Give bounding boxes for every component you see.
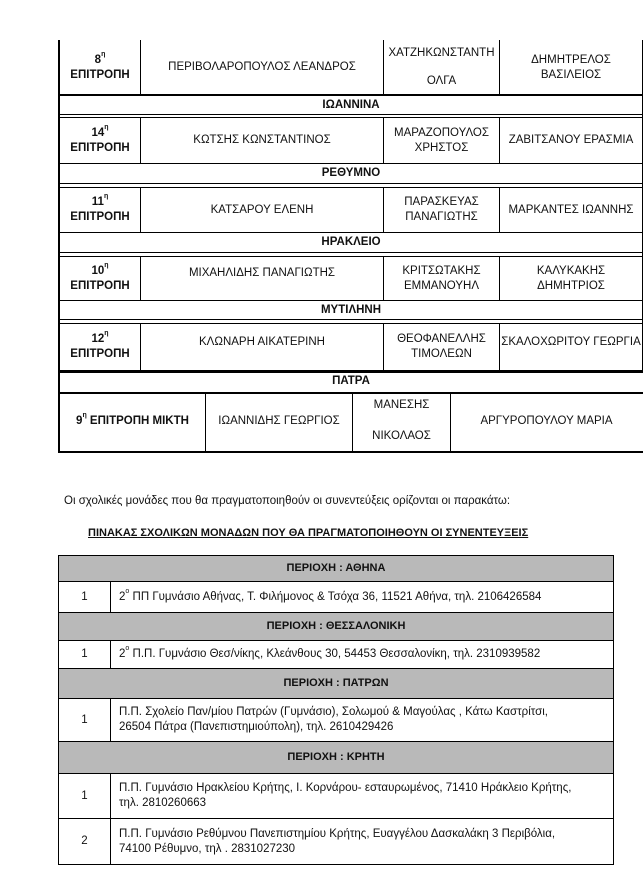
schools-table-title: ΠΙΝΑΚΑΣ ΣΧΟΛΙΚΩΝ ΜΟΝΑΔΩΝ ΠΟΥ ΘΑ ΠΡΑΓΜΑΤΟΠΟΙΗΘΟΥΝ ΟΙ ΣΥΝΕΝΤΕΥΞΕΙΣ <box>88 527 529 539</box>
school-number: 2 <box>81 835 88 847</box>
city-heading: ΡΕΘΥΜΝΟ <box>321 167 381 179</box>
committee-number: $11^\eta$ ΕΠΙΤΡΟΠΗ <box>70 193 130 223</box>
committee-member: ΠΑΡΑΣΚΕΥΑΣ ΠΑΝΑΓΙΩΤΗΣ <box>404 196 479 223</box>
region-heading: ΠΕΡΙΟΧΗ : ΠΑΤΡΩΝ <box>59 669 613 698</box>
school-number: 1 <box>81 789 88 802</box>
committee-number: $12^\eta$ ΕΠΙΤΡΟΠΗ <box>70 330 130 360</box>
school-address: $2^o$ Π.Π. Γυμνάσιο Θεσ/νίκης, Κλεάνθους 30, 54453 Θεσσαλονίκη, τηλ. 2310939582 <box>119 645 541 660</box>
committee-number: $8^\eta$ ΕΠΙΤΡΟΠΗ <box>70 50 130 81</box>
city-heading: ΜΥΤΙΛΗΝΗ <box>320 303 382 316</box>
school-number: 1 <box>81 648 88 660</box>
school-number: 1 <box>81 713 88 726</box>
school-address: $2^o$ ΠΠ Γυμνάσιο Αθήνας, Τ. Φιλήμονος & Τσόχα 36, 11521 Αθήνα, τηλ. 2106426584 <box>119 587 542 603</box>
committee-member: ΣΚΑΛΟΧΩΡΙΤΟΥ ΓΕΩΡΓΙΑ <box>501 335 641 348</box>
region-heading: ΠΕΡΙΟΧΗ : ΘΕΣΣΑΛΟΝΙΚΗ <box>59 613 613 640</box>
committee-president: ΠΕΡΙΒΟΛΑΡΟΠΟΥΛΟΣ ΛΕΑΝΔΡΟΣ <box>168 61 356 73</box>
committee-member: ΑΡΓΥΡΟΠΟΥΛΟΥ ΜΑΡΙΑ <box>480 414 613 427</box>
school-address: Π.Π. Γυμνάσιο Ρεθύμνου Πανεπιστημίου Κρήτης, Ευαγγέλου Δασκαλάκη 3 Περιβόλια, 74100 Ρέθυμνο, τηλ . 2831027230 <box>119 827 556 855</box>
region-heading: ΠΕΡΙΟΧΗ : ΚΡΗΤΗ <box>59 742 613 773</box>
intro-text: Οι σχολικές μονάδες που θα πραγματοποιηθούν οι συνεντεύξεις ορίζονται οι παρακάτω: <box>64 495 511 507</box>
school-number: 1 <box>81 590 88 603</box>
city-heading: ΗΡΑΚΛΕΙΟ <box>321 236 381 248</box>
region-heading: ΠΕΡΙΟΧΗ : ΑΘΗΝΑ <box>59 556 613 581</box>
committee-member: ΘΕΟΦΑΝΕΛΛΗΣ ΤΙΜΟΛΕΩΝ <box>397 333 486 360</box>
committee-member: ΧΑΤΖΗΚΩΝΣΤΑΝΤΗ ΟΛΓΑ <box>388 47 495 87</box>
committee-number: $10^\eta$ ΕΠΙΤΡΟΠΗ <box>70 261 130 292</box>
committee-member: ΔΗΜΗΤΡΕΛΟΣ ΒΑΣΙΛΕΙΟΣ <box>531 53 611 81</box>
school-address: Π.Π. Γυμνάσιο Ηρακλείου Κρήτης, Ι. Κορνάρου- εσταυρωμένος, 71410 Ηράκλειο Κρήτης, τηλ. 2810260663 <box>119 782 572 809</box>
committee-member: ΖΑΒΙΤΣΑΝΟΥ ΕΡΑΣΜΙΑ <box>508 134 634 146</box>
school-address: Π.Π. Σχολείο Παν/μίου Πατρών (Γυμνάσιο), Σολωμού & Μαγούλας , Κάτω Καστρίτσι, 26504 Πάτρα (Πανεπιστημιούπολη), τηλ. 2610429426 <box>119 706 548 733</box>
committee-member: ΜΑΡΚΑΝΤΕΣ ΙΩΑΝΝΗΣ <box>508 203 634 216</box>
committee-president: ΚΑΤΣΑΡΟΥ ΕΛΕΝΗ <box>210 203 314 216</box>
committee-president: ΙΩΑΝΝΙΔΗΣ ΓΕΩΡΓΙΟΣ <box>218 414 340 427</box>
committee-member: ΚΑΛΥΚΑΚΗΣ ΔΗΜΗΤΡΙΟΣ <box>536 264 606 292</box>
committee-president: ΜΙΧΑΗΛΙΔΗΣ ΠΑΝΑΓΙΩΤΗΣ <box>188 266 336 279</box>
committee-president: ΚΩΤΣΗΣ ΚΩΝΣΤΑΝΤΙΝΟΣ <box>193 134 331 146</box>
committee-number: $14^\eta$ ΕΠΙΤΡΟΠΗ <box>70 123 130 154</box>
committee-member: ΜΑΝΕΣΗΣ ΝΙΚΟΛΑΟΣ <box>372 399 431 442</box>
city-heading: ΠΑΤΡΑ <box>332 375 370 387</box>
committee-member: ΜΑΡΑΖΟΠΟΥΛΟΣ ΧΡΗΣΤΟΣ <box>394 126 489 154</box>
committee-member: ΚΡΙΤΣΩΤΑΚΗΣ ΕΜΜΑΝΟΥΗΛ <box>402 264 481 292</box>
committee-president: ΚΛΩΝΑΡΗ ΑΙΚΑΤΕΡΙΝΗ <box>199 335 325 348</box>
committee-number: $9^\eta$ ΕΠΙΤΡΟΠΗ ΜΙΚΤΗ <box>76 411 189 427</box>
city-heading: ΙΩΑΝΝΙΝΑ <box>322 98 380 111</box>
